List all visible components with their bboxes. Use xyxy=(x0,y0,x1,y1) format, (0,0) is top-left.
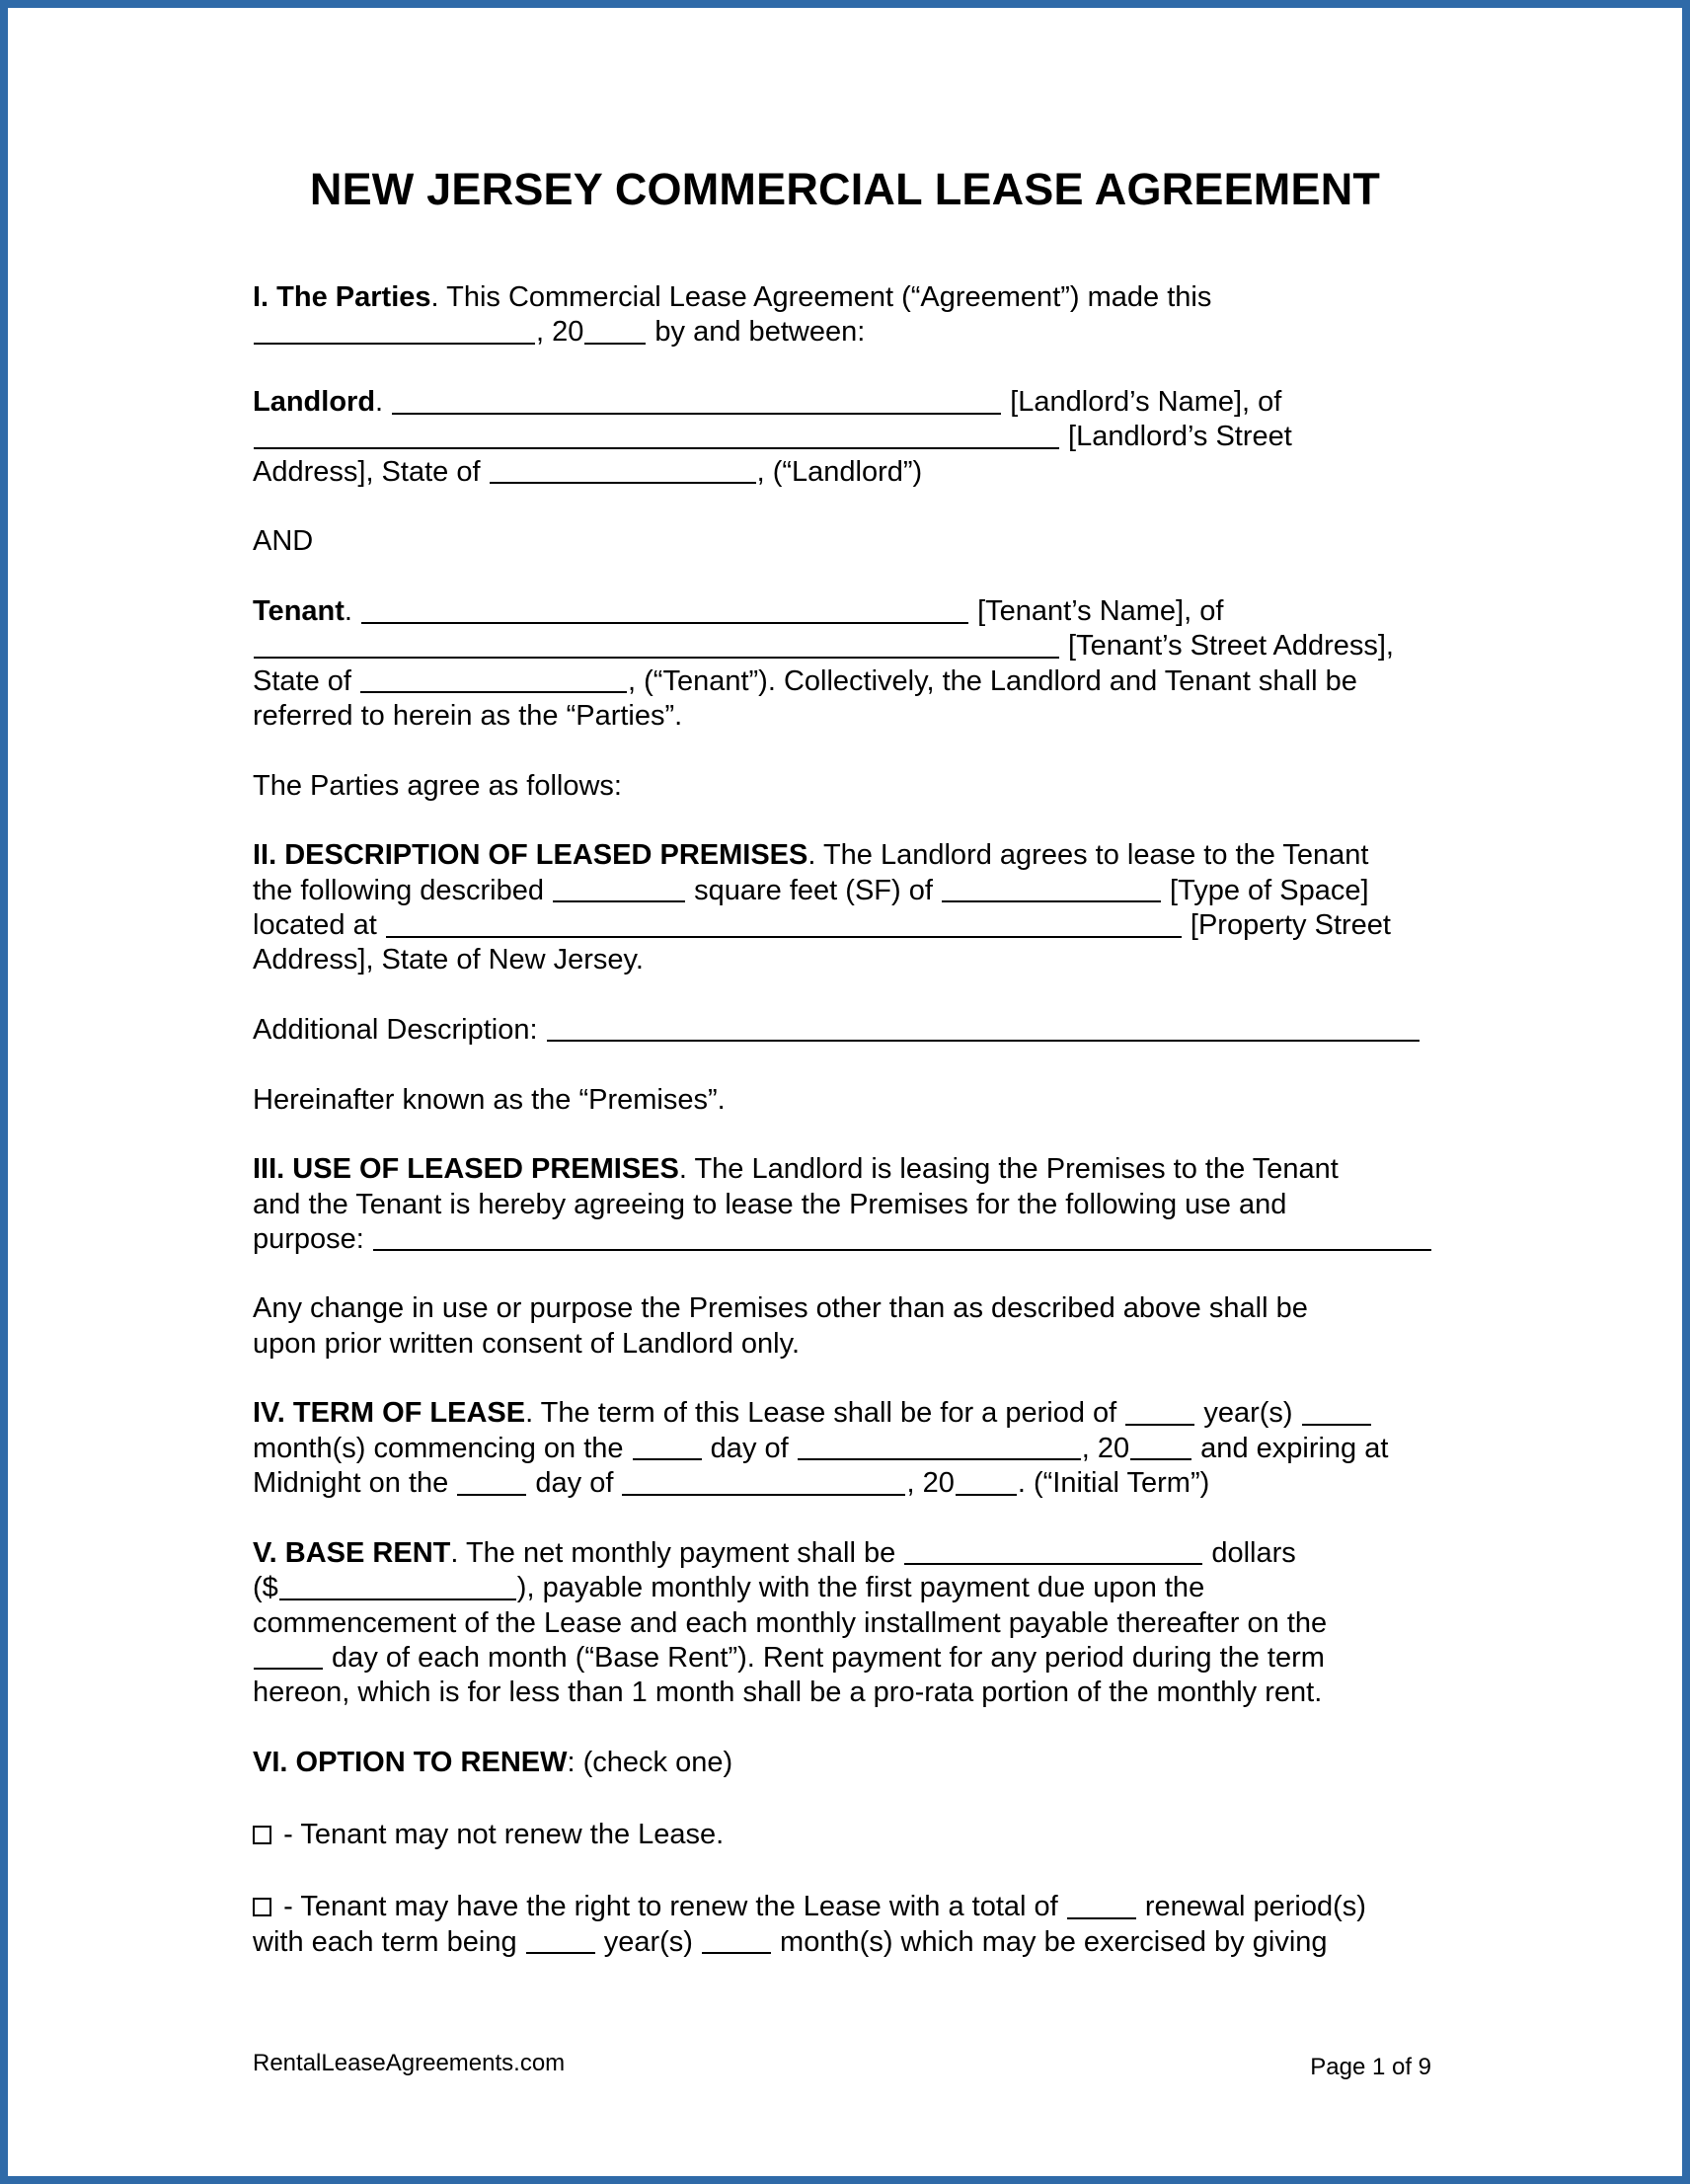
landlord-name-hint: [Landlord’s Name], of xyxy=(1002,386,1282,419)
landlord-state-blank[interactable] xyxy=(490,455,756,485)
rent-amount-prefix: ($ xyxy=(253,1572,278,1604)
rent-text: . The net monthly payment shall be xyxy=(450,1536,904,1569)
description-heading: II. DESCRIPTION OF LEASED PREMISES xyxy=(253,839,808,872)
section-rent xyxy=(253,1536,1437,1711)
section-use xyxy=(253,1152,1437,1257)
initial-term-label: . (“Initial Term”) xyxy=(1017,1467,1210,1500)
use-text: . The Landlord is leasing the Premises to the Tenant xyxy=(678,1153,1339,1186)
rent-due-day-blank[interactable] xyxy=(254,1641,323,1671)
tenant-name-hint: [Tenant’s Name], of xyxy=(969,595,1224,628)
described-label: the following described xyxy=(253,874,553,906)
parties-year-prefix: , 20 xyxy=(536,316,584,349)
space-type-blank[interactable] xyxy=(942,874,1161,903)
space-type-hint: [Type of Space] xyxy=(1161,874,1369,906)
purpose-blank[interactable] xyxy=(373,1222,1431,1252)
square-feet-blank[interactable] xyxy=(553,874,685,903)
landlord-name-blank[interactable] xyxy=(392,385,1001,415)
use-heading: III. USE OF LEASED PREMISES xyxy=(253,1153,679,1186)
premises-definition: Hereinafter known as the “Premises”. xyxy=(253,1083,726,1116)
expiring-label: and expiring at xyxy=(1192,1432,1389,1464)
parties-by-between: by and between: xyxy=(647,316,866,349)
footer-site: RentalLeaseAgreements.com xyxy=(253,2050,566,2076)
start-month-blank[interactable] xyxy=(798,1432,1081,1461)
change-text-2: upon prior written consent of Landlord only. xyxy=(253,1327,801,1360)
end-day-of: day of xyxy=(527,1467,622,1500)
additional-description-label: Additional Description: xyxy=(253,1014,546,1047)
agree-statement: The Parties agree as follows: xyxy=(253,769,622,802)
document-body xyxy=(253,280,1437,1960)
renewal-periods-label: renewal period(s) xyxy=(1136,1891,1366,1923)
change-text-1: Any change in use or purpose the Premises other than as described above shall be xyxy=(253,1292,1308,1325)
rent-dollars-label: dollars xyxy=(1203,1536,1296,1569)
section-landlord: Landlord. [Landlord’s Name], of [Landlord’s Street Address], State of , (“Landlord”) xyxy=(253,386,1292,488)
renew-option-2-label: - Tenant may have the right to renew the Lease with a total of xyxy=(275,1891,1066,1923)
renewal-months-label: month(s) which may be exercised by giving xyxy=(772,1925,1328,1958)
tenant-state-blank[interactable] xyxy=(360,664,627,694)
tenant-designation: , (“Tenant”). Collectively, the Landlord and Tenant shall be xyxy=(628,664,1357,697)
and-separator: AND xyxy=(253,525,314,558)
end-month-blank[interactable] xyxy=(622,1466,905,1496)
term-heading: IV. TERM OF LEASE xyxy=(253,1397,526,1430)
additional-description xyxy=(253,1013,1437,1048)
landlord-designation: , (“Landlord”) xyxy=(756,455,923,488)
tenant-state-label: State of xyxy=(253,664,360,697)
renewal-years-blank[interactable] xyxy=(526,1925,595,1955)
tenant-address-hint: [Tenant’s Street Address], xyxy=(1060,630,1394,663)
rent-dollars-blank[interactable] xyxy=(904,1536,1202,1566)
property-state: Address], State of New Jersey. xyxy=(253,944,644,976)
section-term xyxy=(253,1396,1437,1501)
end-year-prefix: , 20 xyxy=(906,1467,955,1500)
rent-text-3: commencement of the Lease and each monthly installment payable thereafter on the xyxy=(253,1606,1328,1639)
parties-definition: referred to herein as the “Parties”. xyxy=(253,700,683,733)
renew-option-1 xyxy=(253,1818,1437,1852)
property-address-blank[interactable] xyxy=(386,908,1182,938)
purpose-label: purpose: xyxy=(253,1222,372,1255)
tenant-name-blank[interactable] xyxy=(361,594,968,624)
section-description xyxy=(253,838,1437,977)
end-year-blank[interactable] xyxy=(956,1466,1017,1496)
description-text: . The Landlord agrees to lease to the Tenant xyxy=(807,839,1369,872)
term-text: . The term of this Lease shall be for a period of xyxy=(525,1397,1125,1430)
landlord-address-blank[interactable] xyxy=(254,420,1059,449)
tenant-label: Tenant xyxy=(253,595,345,628)
renew-option-2 xyxy=(253,1890,1437,1960)
start-day-of: day of xyxy=(702,1432,797,1464)
renew-option-2-checkbox[interactable] xyxy=(253,1898,271,1916)
midnight-label: Midnight on the xyxy=(253,1467,457,1500)
landlord-label: Landlord xyxy=(253,386,376,419)
renew-instruction: : (check one) xyxy=(567,1746,733,1778)
start-year-prefix: , 20 xyxy=(1081,1432,1130,1464)
section-tenant: Tenant. [Tenant’s Name], of [Tenant’s Street Address], State of , (“Tenant”). Collectively, the Landlord and Tenant shall be referred to herein as the “Parties”. xyxy=(253,594,1437,734)
renewal-years-label: year(s) xyxy=(595,1925,701,1958)
end-day-blank[interactable] xyxy=(457,1466,526,1496)
renew-heading: VI. OPTION TO RENEW xyxy=(253,1746,568,1778)
commencing-label: month(s) commencing on the xyxy=(253,1432,632,1464)
rent-amount-blank[interactable] xyxy=(279,1571,516,1600)
landlord-address-hint: [Landlord’s Street xyxy=(1060,421,1292,453)
document-title: NEW JERSEY COMMERCIAL LEASE AGREEMENT xyxy=(309,164,1381,214)
renew-option-1-label: - Tenant may not renew the Lease. xyxy=(275,1819,725,1851)
section-renew xyxy=(253,1746,1437,1780)
property-address-hint: [Property Street xyxy=(1182,909,1391,942)
start-year-blank[interactable] xyxy=(1130,1432,1191,1461)
rent-text-5: hereon, which is for less than 1 month shall be a pro-rata portion of the monthly rent. xyxy=(253,1677,1323,1709)
footer-page-number: Page 1 of 9 xyxy=(1310,2054,1431,2080)
parties-heading: I. The Parties xyxy=(253,281,431,313)
tenant-address-blank[interactable] xyxy=(254,629,1059,659)
agreement-year-blank[interactable] xyxy=(584,315,646,345)
rent-heading: V. BASE RENT xyxy=(253,1536,451,1569)
start-day-blank[interactable] xyxy=(633,1432,702,1461)
rent-text-4: day of each month (“Base Rent”). Rent payment for any period during the term xyxy=(324,1641,1325,1674)
parties-text: . This Commercial Lease Agreement (“Agreement”) made this xyxy=(430,281,1212,313)
landlord-state-label: Address], State of xyxy=(253,455,489,488)
square-feet-label: square feet (SF) of xyxy=(686,874,941,906)
located-at-label: located at xyxy=(253,909,385,942)
agreement-date-blank[interactable] xyxy=(254,315,535,345)
renewal-term-label: with each term being xyxy=(253,1925,525,1958)
additional-description-blank[interactable] xyxy=(547,1013,1420,1043)
term-years-label: year(s) xyxy=(1195,1397,1301,1430)
renewal-periods-blank[interactable] xyxy=(1067,1890,1136,1919)
section-parties xyxy=(253,280,1437,351)
rent-payable-text: ), payable monthly with the first payment due upon the xyxy=(516,1572,1205,1604)
term-years-blank[interactable] xyxy=(1125,1396,1194,1426)
use-change-clause xyxy=(253,1291,1437,1362)
term-months-blank[interactable] xyxy=(1302,1396,1371,1426)
renew-option-1-checkbox[interactable] xyxy=(253,1826,271,1844)
renewal-months-blank[interactable] xyxy=(702,1925,771,1955)
use-text-2: and the Tenant is hereby agreeing to lease the Premises for the following use and xyxy=(253,1188,1287,1220)
